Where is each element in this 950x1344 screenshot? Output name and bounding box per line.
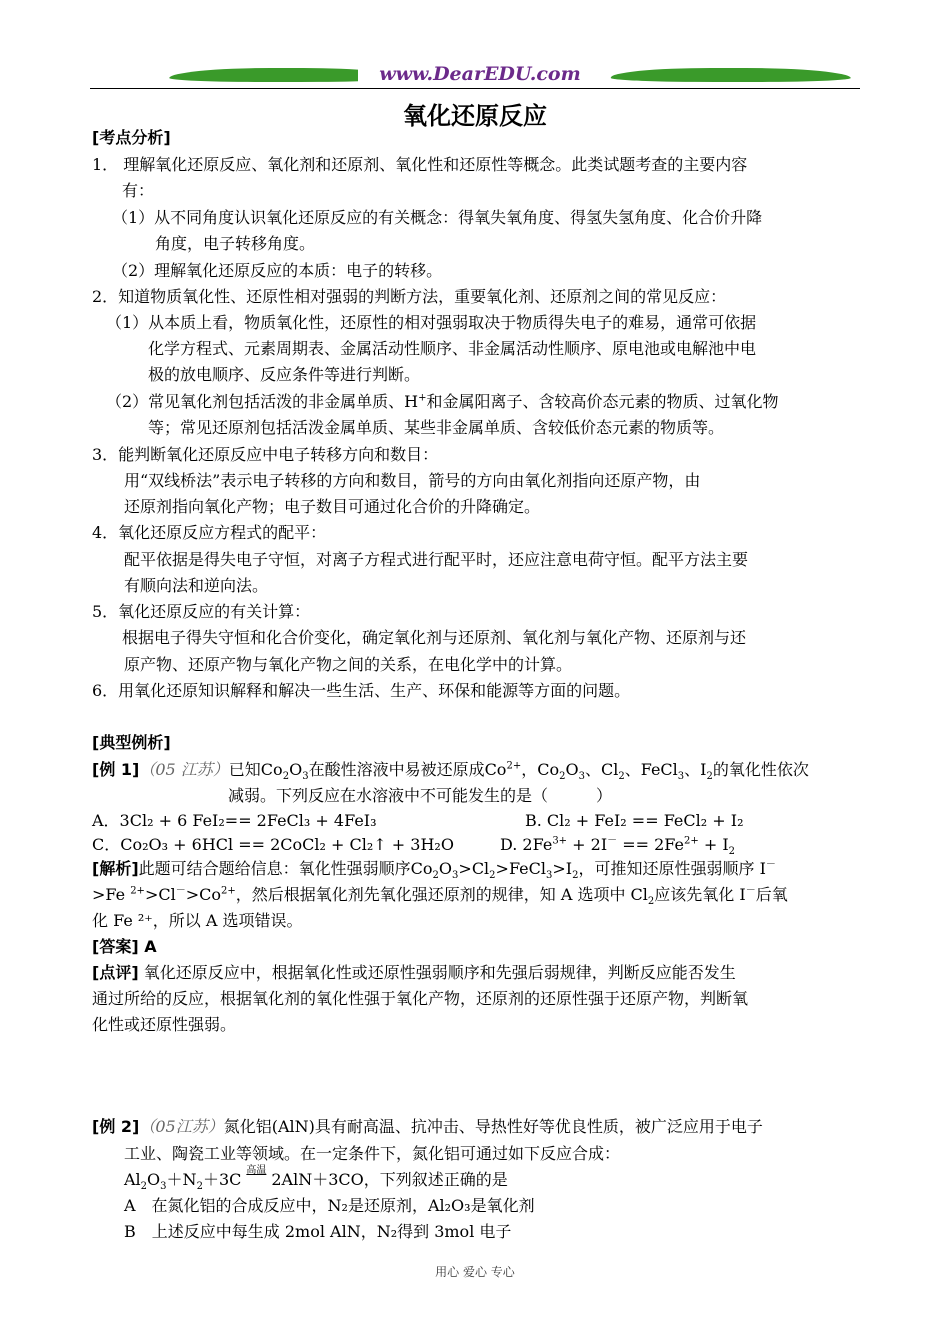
example-2-question-cont: 工业、陶瓷工业等领域。在一定条件下，氮化铝可通过如下反应合成：	[124, 1144, 621, 1163]
example-1-option-d: D. $2Fe^{3+} + 2I^- == 2Fe^{2+} + I_2$	[500, 835, 736, 858]
point-1-1: （1）从不同角度认识氧化还原反应的有关概念：得氧失氧角度、得氢失氢角度、化合价升降	[112, 208, 763, 227]
example-1-option-c: C．Co₂O₃ + 6HCl == 2CoCl₂ + Cl₂↑ + 3H₂O	[92, 835, 454, 854]
example-1-option-b: B. Cl₂ + FeI₂ == FeCl₂ + I₂	[525, 811, 744, 830]
page-footer: 用心 爱心 专心	[435, 1265, 515, 1279]
example-1-answer: [答案] A	[92, 937, 157, 956]
point-4: 4．氧化还原反应方程式的配平：	[92, 523, 327, 542]
section-heading-examples: [典型例析]	[92, 733, 171, 752]
header-rule	[90, 88, 860, 89]
point-1-cont: 有：	[122, 181, 155, 200]
example-2-option-a: A 在氮化铝的合成反应中，N₂是还原剂，Al₂O₃是氧化剂	[124, 1196, 535, 1215]
example-1-comment: [点评] 氧化还原反应中，根据氧化性或还原性强弱顺序和先强后弱规律，判断反应能否发生	[92, 963, 736, 982]
point-6: 6．用氧化还原知识解释和解决一些生活、生产、环保和能源等方面的问题。	[92, 681, 631, 700]
example-1-comment-cont: 通过所给的反应，根据氧化剂的氧化性强于氧化产物，还原剂的还原性强于还原产物，判断氧	[92, 989, 749, 1008]
green-swoosh-right	[608, 68, 852, 82]
point-2-2-cont: 等；常见还原剂包括活泼金属单质、某些非金属单质、含较低价态元素的物质等。	[148, 418, 725, 437]
example-2-question: [例 2]（05江苏）氮化铝(AlN)具有耐高温、抗冲击、导热性好等优良性质，被广泛应用于电子	[92, 1117, 763, 1136]
point-2-1-cont: 化学方程式、元素周期表、金属活动性顺序、非金属活动性顺序、原电池或电解池中电	[148, 339, 757, 358]
point-5-b: 原产物、还原产物与氧化产物之间的关系，在电化学中的计算。	[124, 655, 573, 674]
point-3: 3．能判断氧化还原反应中电子转移方向和数目：	[92, 445, 439, 464]
example-2-option-b: B 上述反应中每生成 2mol AlN，N₂得到 3mol 电子	[124, 1222, 512, 1241]
section-heading-analysis: [考点分析]	[92, 128, 171, 147]
point-2-1: （1）从本质上看，物质氧化性，还原性的相对强弱取决于物质得失电子的难易，通常可依据	[106, 313, 757, 332]
point-5-a: 根据电子得失守恒和化合价变化，确定氧化剂与还原剂、氧化剂与氧化产物、还原剂与还	[122, 628, 747, 647]
example-1-analysis-cont: >Fe $^{2+}>Cl^->Co^{2+}$，然后根据氧化剂先氧化强还原剂的规律，知 A 选项中 $Cl_2$应该先氧化 I－后氧	[92, 885, 788, 908]
document-title: 氧化还原反应	[403, 102, 547, 130]
page-header	[90, 58, 860, 92]
point-1-1-cont: 角度，电子转移角度。	[155, 234, 316, 253]
point-4-b: 有顺向法和逆向法。	[124, 576, 269, 595]
example-1-comment-cont2: 化性或还原性强弱。	[92, 1015, 237, 1034]
point-3-a: 用“双线桥法”表示电子转移的方向和数目，箭号的方向由氧化剂指向还原产物，由	[124, 471, 701, 490]
site-logo: www.DearEDU.com	[358, 63, 602, 85]
example-1-analysis-cont2: 化 Fe ²⁺，所以 A 选项错误。	[92, 911, 303, 930]
point-1-2: （2）理解氧化还原反应的本质：电子的转移。	[112, 261, 443, 280]
point-4-a: 配平依据是得失电子守恒，对离子方程式进行配平时，还应注意电荷守恒。配平方法主要	[124, 550, 749, 569]
example-2-equation: $Al_2O_3+N_2+3C$ 高温 2AlN＋3CO，下列叙述正确的是	[124, 1165, 508, 1193]
point-3-b: 还原剂指向氧化产物；电子数目可通过化合价的升降确定。	[124, 497, 541, 516]
point-1: 1． 理解氧化还原反应、氧化剂和还原剂、氧化性和还原性等概念。此类试题考查的主要内容	[92, 155, 748, 174]
example-1-question: [例 1]（05 江苏）已知$Co_2O_3$在酸性溶液中易被还原成$Co^{2+}$，$Co_2O_3$、$Cl_2$、FeCl$_3$、$I_2$的氧化性依次	[92, 760, 809, 783]
example-1-analysis: [解析]此题可结合题给信息：氧化性强弱顺序$Co_2O_3>Cl_2>FeCl_3>I_2$，可推知还原性强弱顺序 I－	[92, 859, 776, 882]
point-2: 2．知道物质氧化性、还原性相对强弱的判断方法，重要氧化剂、还原剂之间的常见反应：	[92, 287, 727, 306]
example-1-question-cont: 减弱。下列反应在水溶液中不可能发生的是（ ）	[228, 786, 613, 805]
point-2-1-cont2: 极的放电顺序、反应条件等进行判断。	[148, 365, 421, 384]
point-5: 5．氧化还原反应的有关计算：	[92, 602, 311, 621]
example-1-option-a: A．3Cl₂ + 6 FeI₂== 2FeCl₃ + 4FeI₃	[92, 811, 377, 830]
point-2-2: （2）常见氧化剂包括活泼的非金属单质、H+和金属阳离子、含较高价态元素的物质、过氧化物	[106, 392, 779, 411]
